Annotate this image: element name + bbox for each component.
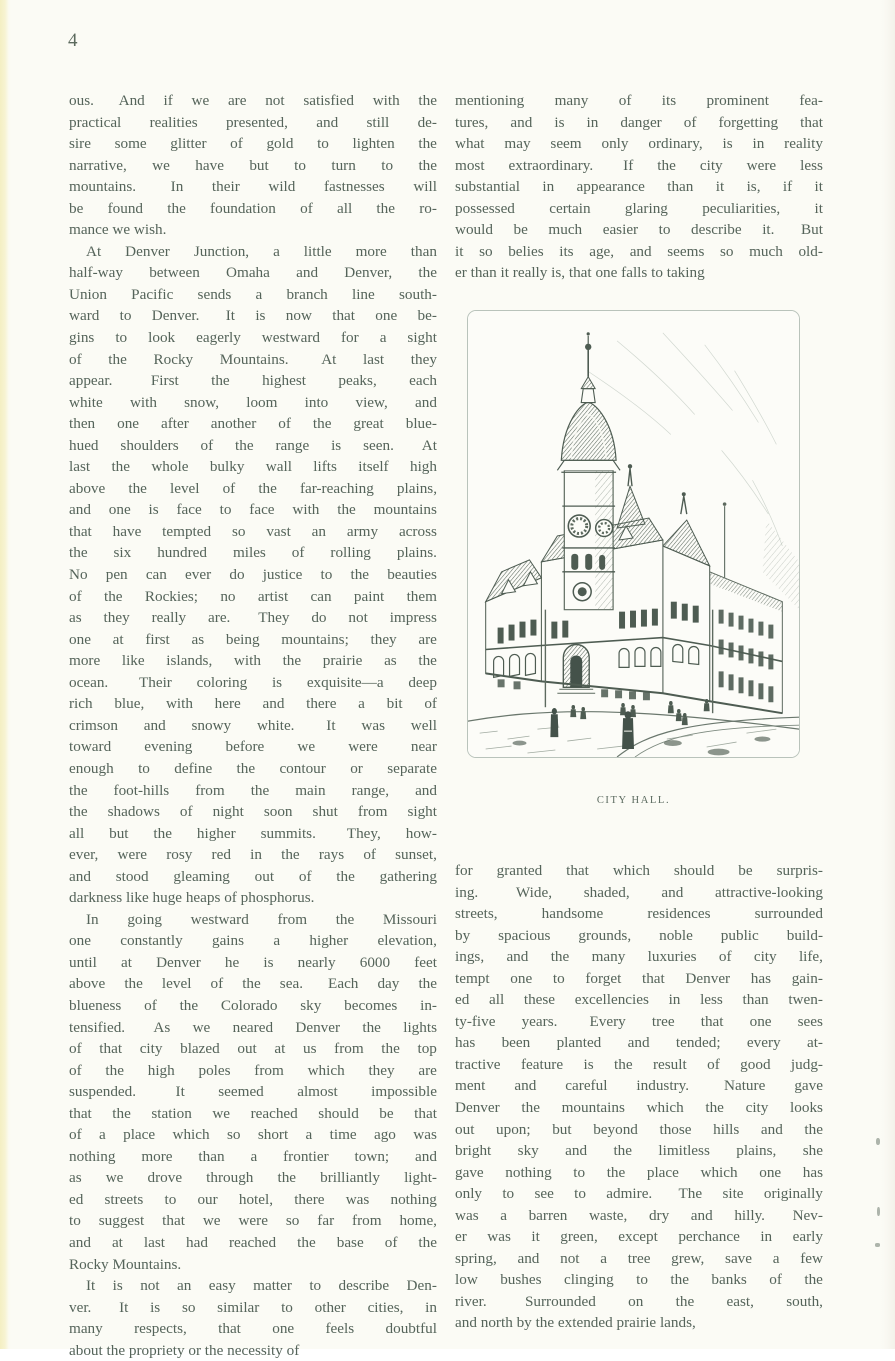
- text-line: mountains. In their wild fastnesses will: [69, 178, 437, 196]
- text-line: one constantly gains a higher elevation,: [69, 932, 437, 950]
- text-line: as we drove through the brilliantly light-: [69, 1169, 437, 1187]
- text-line: substantial in appearance than it is, if it: [455, 178, 823, 196]
- text-line: rich blue, with here and there a bit of: [69, 695, 437, 713]
- text-line: er was it green, except perchance in early: [455, 1228, 823, 1246]
- text-line: ings, and the many luxuries of city life,: [455, 948, 823, 966]
- text-line: ver. It is so similar to other cities, in: [69, 1298, 437, 1316]
- text-line: mentioning many of its prominent fea-: [455, 92, 823, 109]
- text-line: half-way between Omaha and Denver, the: [69, 264, 437, 282]
- text-line: practical realities presented, and still de-: [69, 113, 437, 131]
- text-line: ment and careful industry. Nature gave: [455, 1077, 823, 1095]
- text-line: ever, were rosy red in the rays of sunset,: [69, 846, 437, 864]
- page-number: 4: [68, 30, 78, 51]
- paragraph: [69, 909, 437, 1275]
- text-line: until at Denver he is nearly 6000 feet: [69, 953, 437, 971]
- paragraph: [69, 1275, 437, 1361]
- text-line: that the station we reached should be that: [69, 1104, 437, 1122]
- scan-speck: [876, 1138, 880, 1145]
- text-line: it so belies its age, and seems so much old-: [455, 242, 823, 260]
- text-line: the foot-hills from the main range, and: [69, 781, 437, 799]
- text-line: and at last had reached the base of the: [69, 1233, 437, 1251]
- text-line: more like islands, with the prairie as the: [69, 652, 437, 670]
- text-line: sire some glitter of gold to lighten the: [69, 135, 437, 153]
- text-line: streets, handsome residences surrounded: [455, 905, 823, 923]
- city-hall-engraving: [468, 311, 799, 757]
- scan-speck: [875, 1243, 880, 1247]
- text-line: of the Rockies; no artist can paint them: [69, 587, 437, 605]
- text-line: that have tempted so vast an army across: [69, 522, 437, 540]
- paragraph: [455, 90, 823, 284]
- paragraph: [69, 90, 437, 241]
- scan-edge-right: [881, 0, 895, 1349]
- text-line: No pen can ever do justice to the beauties: [69, 566, 437, 584]
- text-line: last the whole bulky wall lifts itself high: [69, 458, 437, 476]
- text-line: nothing more than a frontier town; and: [69, 1147, 437, 1165]
- text-line: out upon; but beyond those hills and the: [455, 1120, 823, 1138]
- scan-speck: [877, 1207, 880, 1216]
- text-line: for granted that which should be surpris-: [455, 862, 823, 879]
- text-line: and north by the extended prairie lands,: [455, 1314, 696, 1332]
- text-line: gave nothing to the place which one has: [455, 1163, 823, 1181]
- text-line: At Denver Junction, a little more than: [86, 242, 437, 260]
- text-line: as they really are. They do not impress: [69, 609, 437, 627]
- text-line: low bushes clinging to the banks of the: [455, 1271, 823, 1289]
- text-line: be found the foundation of all the ro-: [69, 199, 437, 217]
- text-line: spring, and not a tree grew, save a few: [455, 1249, 823, 1267]
- text-line: possessed certain glaring peculiarities, it: [455, 199, 823, 217]
- text-line: of that city blazed out at us from the top: [69, 1040, 437, 1058]
- text-line: all but the higher summits. They, how-: [69, 824, 437, 842]
- text-line: mance we wish.: [69, 221, 167, 239]
- text-line: ty-five years. Every tree that one sees: [455, 1012, 823, 1030]
- text-line: above the level of the sea. Each day the: [69, 975, 437, 993]
- text-line: was a barren waste, dry and hilly. Nev-: [455, 1206, 823, 1224]
- text-line: the shadows of night soon shut from sight: [69, 803, 437, 821]
- text-line: most extraordinary. If the city were less: [455, 156, 823, 174]
- text-line: has been planted and tended; every at-: [455, 1034, 823, 1052]
- text-line: gins to look eagerly westward for a sight: [69, 329, 437, 347]
- text-line: In going westward from the Missouri: [86, 910, 437, 928]
- text-line: Denver the mountains which the city looks: [455, 1099, 823, 1117]
- text-line: about the propriety or the necessity of: [69, 1341, 300, 1359]
- text-line: one at first as being mountains; they are: [69, 630, 437, 648]
- body-column-left: [69, 90, 437, 1361]
- text-line: above the level of the far-reaching plains,: [69, 479, 437, 497]
- text-line: of the Rocky Mountains. At last they: [69, 350, 437, 368]
- text-line: by spacious grounds, noble public build-: [455, 926, 823, 944]
- text-line: darkness like huge heaps of phosphorus.: [69, 889, 315, 907]
- text-line: of a place which so short a time ago was: [69, 1126, 437, 1144]
- text-line: of the high poles from which they are: [69, 1061, 437, 1079]
- figure-caption: CITY HALL.: [596, 795, 671, 806]
- text-line: bright sky and the limitless plains, she: [455, 1142, 823, 1160]
- text-line: and one is face to face with the mountains: [69, 501, 437, 519]
- text-line: er than it really is, that one falls to taking: [455, 264, 705, 282]
- paragraph: [455, 860, 823, 1334]
- text-line: many respects, that one feels doubtful: [69, 1320, 437, 1338]
- text-line: tures, and is in danger of forgetting that: [455, 113, 823, 131]
- text-line: tempt one to forget that Denver has gain-: [455, 969, 823, 987]
- text-line: Union Pacific sends a branch line south-: [69, 285, 437, 303]
- text-line: ed all these excellencies in less than twen-: [455, 991, 823, 1009]
- text-line: river. Surrounded on the east, south,: [455, 1292, 823, 1310]
- text-line: then one after another of the great blue-: [69, 415, 437, 433]
- text-line: narrative, we have but to turn to the: [69, 156, 437, 174]
- text-line: tractive feature is the result of good judg-: [455, 1055, 823, 1073]
- text-line: toward evening before we were near: [69, 738, 437, 756]
- text-line: ing. Wide, shaded, and attractive-looking: [455, 883, 823, 901]
- text-line: the six hundred miles of rolling plains.: [69, 544, 437, 562]
- text-line: It is not an easy matter to describe Den-: [86, 1277, 437, 1295]
- text-line: only to see to admire. The site originally: [455, 1185, 823, 1203]
- paragraph: [69, 241, 437, 909]
- text-line: and stood gleaming out of the gathering: [69, 867, 437, 885]
- city-hall-figure: [467, 310, 800, 758]
- text-line: appear. First the highest peaks, each: [69, 372, 437, 390]
- text-line: hued shoulders of the range is seen. At: [69, 436, 437, 454]
- text-line: to suggest that we were so far from home,: [69, 1212, 437, 1230]
- text-line: tensified. As we neared Denver the lights: [69, 1018, 437, 1036]
- text-line: what may seem only ordinary, is in reality: [455, 135, 823, 153]
- figure-frame: [467, 310, 800, 758]
- text-line: Rocky Mountains.: [69, 1255, 182, 1273]
- text-line: would be much easier to describe it. But: [455, 221, 823, 239]
- text-line: enough to define the contour or separate: [69, 759, 437, 777]
- text-line: suspended. It seemed almost impossible: [69, 1083, 437, 1101]
- text-line: ous. And if we are not satisfied with the: [69, 92, 437, 109]
- text-line: ed streets to our hotel, there was nothing: [69, 1190, 437, 1208]
- scan-edge-left: [0, 0, 11, 1349]
- text-line: blueness of the Colorado sky becomes in-: [69, 996, 437, 1014]
- text-line: ward to Denver. It is now that one be-: [69, 307, 437, 325]
- text-line: white with snow, loom into view, and: [69, 393, 437, 411]
- text-line: crimson and snowy white. It was well: [69, 716, 437, 734]
- text-line: ocean. Their coloring is exquisite—a deep: [69, 673, 437, 691]
